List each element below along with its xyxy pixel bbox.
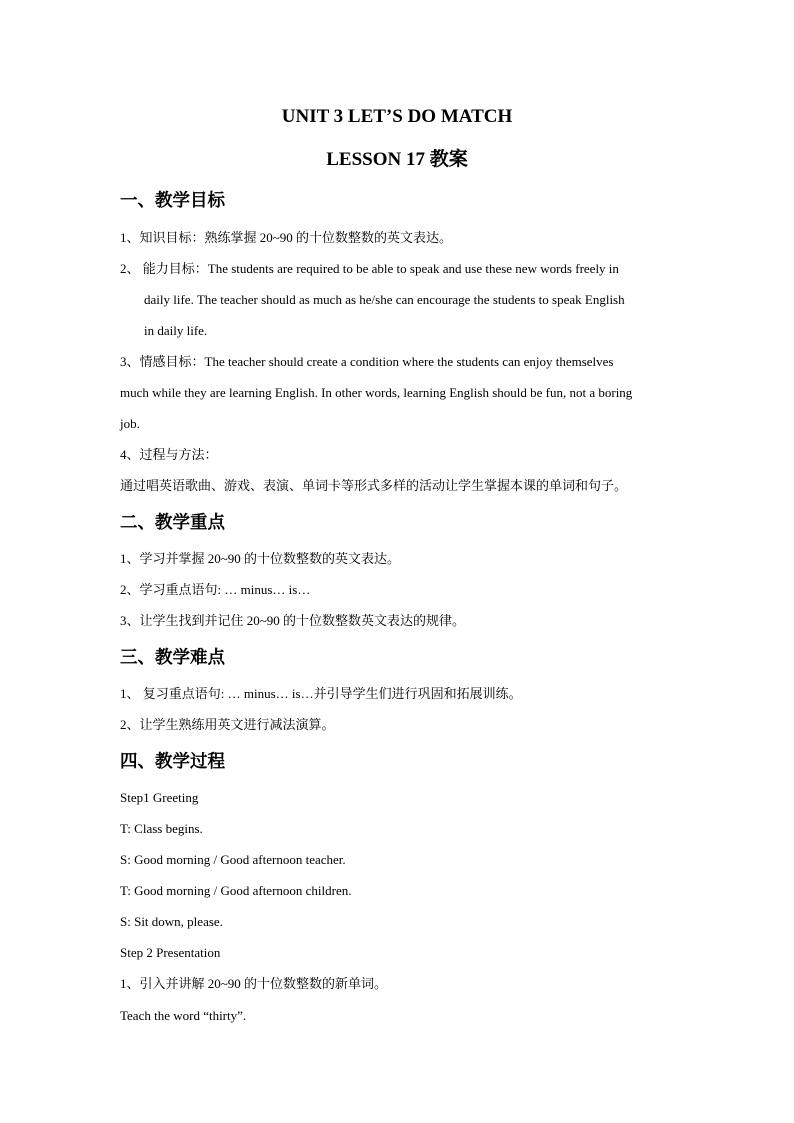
goals-item-1: 1、知识目标：熟练掌握 20~90 的十位数整数的英文表达。 [120, 230, 453, 245]
goals-item-4-detail: 通过唱英语歌曲、游戏、表演、单词卡等形式多样的活动让学生掌握本课的单词和句子。 [120, 478, 628, 493]
goals-item-3-line-3: job. [120, 416, 140, 431]
section-heading-key-points: 二、教学重点 [120, 513, 225, 533]
section-heading-goals: 一、教学目标 [120, 191, 225, 211]
key-points-item-3: 3、让学生找到并记住 20~90 的十位数整数英文表达的规律。 [120, 613, 466, 628]
process-teach-line: Teach the word “thirty”. [120, 1008, 247, 1023]
goals-item-3-line-2: much while they are learning English. In other words, learning English should be fun, not a boring [120, 385, 633, 400]
key-points-item-2: 2、学习重点语句: … minus… is… [120, 582, 311, 597]
document-title: UNIT 3 LET’S DO MATCH [281, 106, 513, 127]
difficulties-item-2: 2、让学生熟练用英文进行减法演算。 [120, 717, 335, 732]
process-dialogue-line-1: T: Class begins. [120, 821, 203, 836]
goals-item-2-line-3: in daily life. [144, 323, 208, 338]
goals-item-4: 4、过程与方法： [120, 447, 218, 462]
process-step-2: Step 2 Presentation [120, 945, 221, 960]
goals-item-2-line-2: daily life. The teacher should as much as he/she can encourage the students to speak English [144, 292, 625, 307]
process-item-1: 1、引入并讲解 20~90 的十位数整数的新单词。 [120, 976, 388, 991]
process-step-1: Step1 Greeting [120, 790, 199, 805]
key-points-item-1: 1、学习并掌握 20~90 的十位数整数的英文表达。 [120, 551, 401, 566]
process-dialogue-line-4: S: Sit down, please. [120, 914, 223, 929]
document-subtitle: LESSON 17 教案 [326, 149, 468, 170]
process-dialogue-line-2: S: Good morning / Good afternoon teacher. [120, 852, 346, 867]
section-heading-difficulties: 三、教学难点 [120, 648, 225, 668]
difficulties-item-1: 1、 复习重点语句: … minus… is…并引导学生们进行巩固和拓展训练。 [120, 686, 522, 701]
goals-item-2-line-1: 2、 能力目标：The students are required to be able to speak and use these new words freely in [120, 261, 619, 276]
section-heading-process: 四、教学过程 [120, 752, 225, 772]
process-dialogue-line-3: T: Good morning / Good afternoon children. [120, 883, 352, 898]
goals-item-3-line-1: 3、情感目标：The teacher should create a condition where the students can enjoy themselves [120, 354, 614, 369]
